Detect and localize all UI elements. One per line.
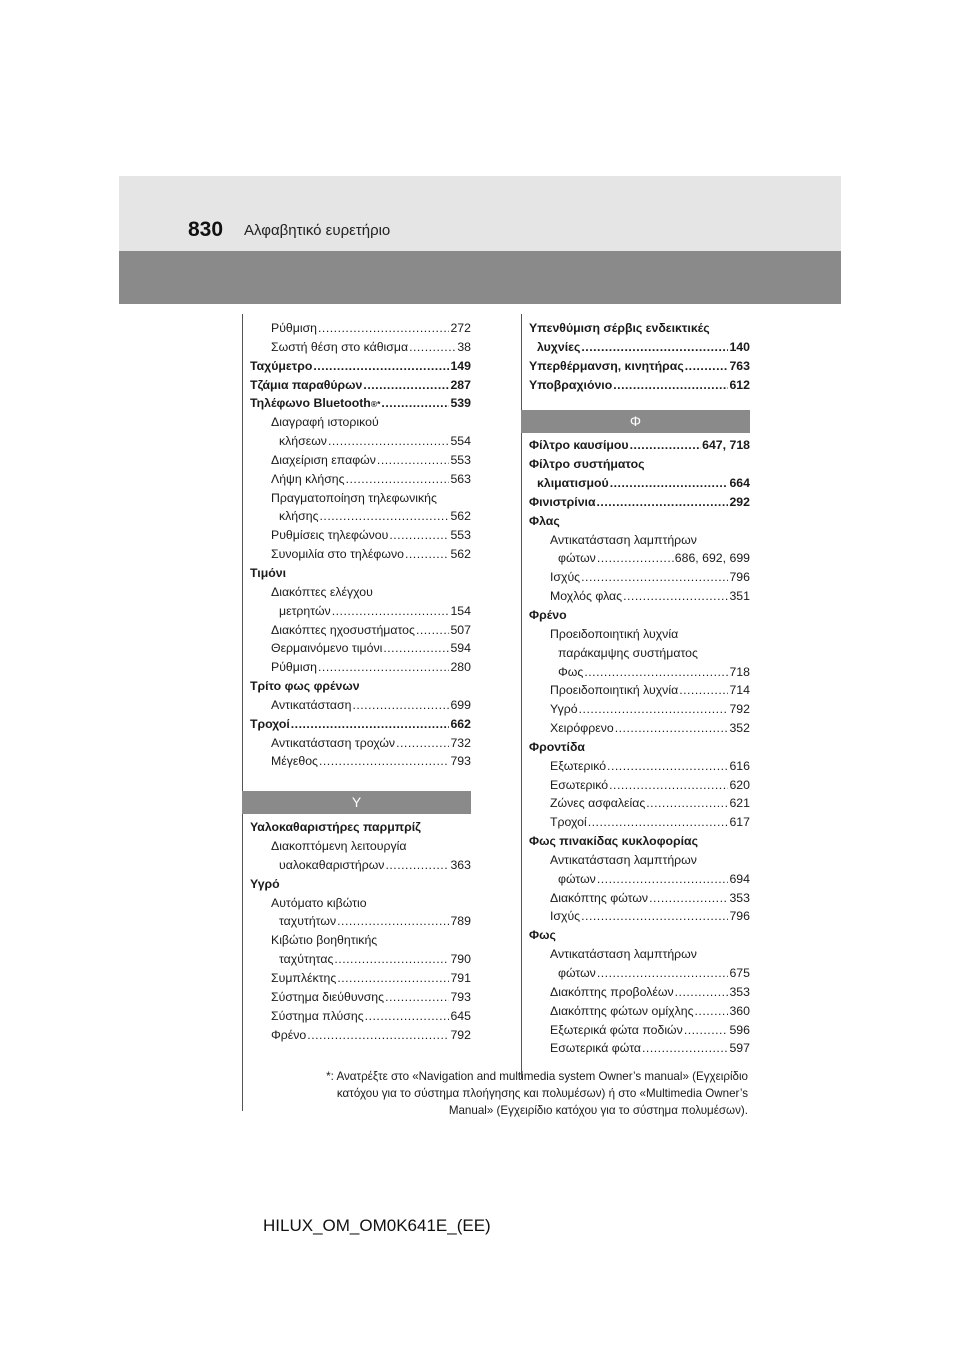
- index-entry-text: Φίλτρο συστήματος: [529, 457, 645, 472]
- dot-leader: [679, 681, 728, 700]
- index-entry-page: 140: [729, 339, 750, 354]
- dot-leader: [588, 813, 729, 832]
- index-entry: [529, 357, 750, 376]
- index-entry-page: 353: [729, 890, 750, 905]
- index-entry-text: Φλας: [529, 513, 560, 528]
- index-entry-text: Διακόπτης προβολέων: [550, 984, 674, 999]
- index-entry-page: 620: [729, 777, 750, 792]
- dot-leader: [610, 474, 729, 493]
- index-entry-page: 675: [729, 966, 750, 980]
- index-entry-page: 616: [729, 758, 750, 773]
- index-entry-page: 539: [450, 396, 471, 411]
- index-entry: [529, 926, 750, 945]
- index-entry: [529, 870, 750, 889]
- index-entry-text: Σωστή θέση στο κάθισμα: [271, 339, 409, 354]
- index-entry-page: 793: [450, 989, 471, 1004]
- footnote-line-3: Manual» (Εγχειρίδιο κατόχου για το σύστημα πολυμέσων).: [448, 1104, 748, 1117]
- index-column-right: [529, 319, 750, 1058]
- index-entry-page: 796: [729, 570, 750, 585]
- index-entry-text: Υποβραχιόνιο: [529, 377, 613, 392]
- index-entry-text: κλιματισμού: [537, 476, 609, 491]
- dot-leader: [385, 988, 449, 1007]
- index-entry-text: λυχνίες: [537, 339, 581, 354]
- index-entry: [529, 1021, 750, 1040]
- dot-leader: [318, 658, 449, 677]
- dot-leader: [646, 794, 728, 813]
- left-entries-bottom: [250, 818, 471, 1044]
- index-entry-text: Διακόπτες ηχοσυστήματος: [271, 622, 415, 637]
- index-entry-text: Ζώνες ασφαλείας: [550, 796, 646, 811]
- dot-leader: [597, 493, 729, 512]
- index-entry-page: 732: [450, 735, 471, 750]
- index-entry-page: 553: [450, 452, 471, 467]
- index-entry: [529, 889, 750, 908]
- index-entry-text: Ταχύμετρο: [250, 358, 313, 373]
- dot-leader: [597, 870, 729, 889]
- index-entry-page: 292: [729, 494, 750, 509]
- index-entry: [250, 432, 471, 451]
- dot-leader: [352, 696, 449, 715]
- index-entry: [529, 493, 750, 512]
- dot-leader: [377, 451, 450, 470]
- footnote-line-2: κατόχου για το σύστημα πλοήγησης και πολυμέσων) ή στο «Multimedia Owner’s: [336, 1087, 748, 1100]
- index-entry: [529, 832, 750, 851]
- index-entry-text: κλήσεων: [279, 434, 327, 449]
- index-entry-text: Υγρό: [550, 702, 578, 717]
- index-entry-page: 790: [450, 952, 471, 967]
- index-entry-page: 792: [729, 702, 750, 717]
- index-entry: Τηλέφωνο Bluetooth ®* ..... 539: [250, 394, 471, 413]
- dot-leader: [684, 1021, 729, 1040]
- index-entry: [250, 969, 471, 988]
- index-entry-text: Τρίτο φως φρένων: [250, 679, 360, 694]
- index-column-left: [250, 319, 471, 1044]
- index-entry-page: 645: [450, 1008, 471, 1023]
- index-entry: [529, 851, 750, 870]
- index-entry: [529, 794, 750, 813]
- index-entry-text: Υγρό: [250, 876, 280, 891]
- dot-leader: [396, 734, 449, 753]
- index-entry: [529, 945, 750, 964]
- index-entry-page: 789: [450, 914, 471, 929]
- dot-leader: [581, 907, 728, 926]
- index-entry-text: Πραγματοποίηση τηλεφωνικής: [271, 490, 437, 505]
- index-entry: [250, 912, 471, 931]
- index-entry: [529, 813, 750, 832]
- dot-leader: [363, 376, 449, 395]
- index-entry: [250, 1026, 471, 1045]
- index-entry-text: Θερμαινόμενο τιμόνι: [271, 641, 383, 656]
- index-entry: [250, 818, 471, 837]
- column-divider-left: [242, 314, 243, 1111]
- index-entry: [250, 875, 471, 894]
- index-entry-text: Μέγεθος: [271, 754, 318, 769]
- index-entry-page: 621: [729, 796, 750, 811]
- dot-leader: [365, 1007, 450, 1026]
- index-entry-text: Ισχύς: [550, 570, 581, 585]
- index-entry: [529, 644, 750, 663]
- index-entry-text: Διακόπτης φώτων ομίχλης: [550, 1003, 694, 1018]
- index-entry: [529, 700, 750, 719]
- dot-leader: [581, 338, 728, 357]
- dot-leader: [642, 1039, 728, 1058]
- dot-leader: [334, 950, 449, 969]
- index-entry: [529, 436, 750, 455]
- dot-leader: [609, 776, 728, 795]
- index-entry: [529, 1002, 750, 1021]
- index-entry-text: Ρύθμιση: [271, 321, 318, 335]
- index-entry: [529, 625, 750, 644]
- index-entry: [250, 338, 471, 357]
- index-entry-text: Φινιστρίνια: [529, 494, 596, 509]
- index-entry: [250, 639, 471, 658]
- index-entry: [250, 602, 471, 621]
- index-entry-text: Υαλοκαθαριστήρες παρμπρίζ: [250, 820, 421, 835]
- page-title: Αλφαβητικό ευρετήριο: [244, 222, 391, 239]
- index-entry-text: Φως: [558, 664, 584, 679]
- index-entry-page: 353: [729, 984, 750, 999]
- index-entry: [250, 470, 471, 489]
- index-entry-page: 792: [450, 1027, 471, 1042]
- index-entry-page: 563: [450, 471, 471, 486]
- index-entry-page: 694: [729, 871, 750, 886]
- index-entry-page: 617: [729, 815, 750, 830]
- index-entry: [250, 621, 471, 640]
- dot-leader: [337, 969, 449, 988]
- section-header-phi: Φ: [521, 410, 750, 433]
- index-entry: [529, 776, 750, 795]
- dot-leader: [685, 357, 729, 376]
- page-number: 830: [188, 218, 224, 241]
- dot-leader: [630, 436, 702, 455]
- index-entry-text: φώτων: [558, 966, 596, 980]
- index-entry: [529, 587, 750, 606]
- index-entry: [529, 531, 750, 550]
- dot-leader: [607, 757, 728, 776]
- index-entry-text: μετρητών: [279, 603, 331, 618]
- index-entry-text: Τηλέφωνο Bluetooth: [250, 396, 371, 411]
- index-entry-text: Συνομιλία στο τηλέφωνο: [271, 547, 404, 562]
- index-entry-text: Αντικατάσταση τροχών: [271, 735, 396, 750]
- index-entry: [529, 549, 750, 568]
- dot-leader: [319, 752, 450, 771]
- index-entry-text: Κιβώτιο βοηθητικής: [271, 933, 378, 948]
- index-entry-page: 360: [729, 1003, 750, 1018]
- index-entry-text: Φρένο: [271, 1027, 307, 1042]
- index-entry-page: 791: [450, 971, 471, 985]
- index-entry: [529, 474, 750, 493]
- right-entries-top: [529, 319, 750, 394]
- index-entry-text: Συμπλέκτης: [271, 971, 337, 985]
- dot-leader: [405, 545, 450, 564]
- index-entry-text: Ρυθμίσεις τηλεφώνου: [271, 528, 389, 543]
- index-entry-text: Τροχοί: [550, 815, 587, 830]
- index-entry-page: 686, 692, 699: [674, 551, 750, 566]
- index-entry-text: Εσωτερικό: [550, 777, 609, 792]
- dot-leader: [597, 964, 729, 983]
- index-entry-page: 796: [729, 909, 750, 924]
- index-entry: [250, 950, 471, 969]
- index-entry-text: Φροντίδα: [529, 739, 585, 754]
- index-entry-text: φώτων: [558, 871, 596, 886]
- index-entry: [529, 738, 750, 757]
- index-entry-page: 793: [450, 754, 471, 769]
- index-entry-page: 594: [450, 641, 471, 656]
- index-entry-text: Τιμόνι: [250, 565, 286, 580]
- dot-leader: [579, 700, 729, 719]
- index-entry-text: Σύστημα πλύσης: [271, 1008, 364, 1023]
- index-entry: [250, 894, 471, 913]
- right-entries-bottom: [529, 436, 750, 1058]
- index-entry-text: υαλοκαθαριστήρων: [279, 857, 385, 872]
- index-entry: [250, 489, 471, 508]
- index-entry-text: Ισχύς: [550, 909, 581, 924]
- dot-leader: [337, 912, 449, 931]
- index-entry-page: 280: [450, 660, 471, 675]
- index-entry-page: 562: [450, 547, 471, 562]
- index-entry-text: κλήσης: [279, 509, 319, 524]
- index-entry: [250, 357, 471, 376]
- index-entry-text: Εξωτερικό: [550, 758, 607, 773]
- dot-leader: [328, 432, 450, 451]
- index-entry: [529, 1039, 750, 1058]
- dot-leader: [584, 663, 728, 682]
- dot-leader: [389, 526, 449, 545]
- index-entry: [250, 526, 471, 545]
- index-entry-page: 562: [450, 509, 471, 524]
- dot-leader: [695, 1002, 729, 1021]
- index-entry-text: Υπενθύμιση σέρβις ενδεικτικές: [529, 321, 710, 335]
- index-entry-page: 38: [457, 339, 471, 354]
- index-entry-page: 763: [729, 358, 750, 373]
- index-entry-text: Φρένο: [529, 607, 567, 622]
- index-entry: [529, 663, 750, 682]
- index-entry-text: Φως: [529, 928, 556, 943]
- index-entry-text: Διακόπτης φώτων: [550, 890, 649, 905]
- index-entry-text: Διαγραφή ιστορικού: [271, 415, 379, 430]
- dot-leader: [307, 1026, 449, 1045]
- index-entry-page: 612: [729, 377, 750, 392]
- dot-leader: [615, 719, 729, 738]
- index-entry-text: Αντικατάσταση: [271, 697, 352, 712]
- index-entry: [529, 376, 750, 395]
- index-entry-page: 351: [729, 589, 750, 604]
- dot-leader: [623, 587, 728, 606]
- index-entry-text: Τροχοί: [250, 716, 290, 731]
- index-entry-page: 154: [450, 603, 471, 618]
- index-entry-text: Υπερθέρμανση, κινητήρας: [529, 358, 684, 373]
- index-entry: [529, 319, 750, 338]
- index-entry-page: 553: [450, 528, 471, 543]
- dot-leader: [381, 394, 449, 413]
- header-band: [119, 251, 841, 304]
- index-entry-text: Μοχλός φλας: [550, 589, 623, 604]
- index-entry-text: Διαχείριση επαφών: [271, 452, 376, 467]
- index-entry: [250, 564, 471, 583]
- left-entries-top: [250, 319, 471, 771]
- document-code: HILUX_OM_OM0K641E_(EE): [263, 1216, 491, 1235]
- index-entry-text: Λήψη κλήσης: [271, 471, 345, 486]
- index-entry-page: 507: [450, 622, 471, 637]
- index-entry: [250, 988, 471, 1007]
- dot-leader: [383, 639, 449, 658]
- dot-leader: [332, 602, 450, 621]
- index-entry: [529, 455, 750, 474]
- index-entry-text: Αντικατάσταση λαμπτήρων: [550, 532, 697, 547]
- index-entry: [250, 677, 471, 696]
- index-entry-page: 287: [450, 377, 471, 392]
- dot-leader: [613, 376, 728, 395]
- header-background: [119, 176, 841, 251]
- index-entry-text: Προειδοποιητική λυχνία: [550, 626, 679, 641]
- index-entry: [529, 907, 750, 926]
- index-entry-text: Αντικατάσταση λαμπτήρων: [550, 947, 697, 962]
- index-entry: [250, 583, 471, 602]
- index-entry: [250, 1007, 471, 1026]
- index-entry-text: Προειδοποιητική λυχνία: [550, 683, 679, 698]
- index-entry: [250, 856, 471, 875]
- index-entry: [529, 606, 750, 625]
- index-entry: [529, 512, 750, 531]
- index-entry: [529, 719, 750, 738]
- index-entry-text: Εξωτερικά φώτα ποδιών: [550, 1022, 683, 1037]
- index-entry: [250, 545, 471, 564]
- index-entry: [529, 757, 750, 776]
- index-entry: [529, 681, 750, 700]
- dot-leader: [409, 338, 456, 357]
- index-entry-text: ταχύτητας: [279, 952, 334, 967]
- index-entry-text: Φως πινακίδας κυκλοφορίας: [529, 834, 698, 849]
- index-entry-text: Σύστημα διεύθυνσης: [271, 989, 385, 1004]
- index-entry-page: 554: [450, 434, 471, 449]
- index-entry: [529, 568, 750, 587]
- index-entry: [250, 715, 471, 734]
- index-entry-text: φώτων: [558, 551, 596, 566]
- index-entry-page: 647, 718: [702, 438, 750, 453]
- index-entry-page: 664: [729, 476, 750, 491]
- index-entry-text: Τζάμια παραθύρων: [250, 377, 363, 392]
- index-entry-page: 699: [450, 697, 471, 712]
- index-entry: [529, 964, 750, 983]
- index-entry: [250, 931, 471, 950]
- index-entry-page: 714: [729, 683, 750, 698]
- index-entry-text: Αντικατάσταση λαμπτήρων: [550, 852, 697, 867]
- index-entry-text: Εσωτερικά φώτα: [550, 1041, 642, 1056]
- index-entry: [250, 451, 471, 470]
- index-entry-text: Φίλτρο καυσίμου: [529, 438, 629, 453]
- dot-leader: [597, 549, 674, 568]
- index-entry-page: 662: [450, 716, 471, 731]
- dot-leader: [291, 715, 450, 734]
- dot-leader: [649, 889, 728, 908]
- index-entry-page: 272: [450, 321, 471, 335]
- index-entry: [250, 658, 471, 677]
- index-entry-text: Χειρόφρενο: [550, 721, 614, 736]
- index-entry: [250, 752, 471, 771]
- index-entry: [250, 413, 471, 432]
- index-entry-page: 596: [729, 1022, 750, 1037]
- dot-leader: [346, 470, 450, 489]
- index-entry-text: Διακόπτες ελέγχου: [271, 584, 373, 599]
- index-entry: [250, 696, 471, 715]
- index-entry-page: 597: [729, 1041, 750, 1056]
- dot-leader: [416, 621, 450, 640]
- index-entry: [250, 734, 471, 753]
- dot-leader: [675, 983, 729, 1002]
- index-entry-page: 149: [450, 358, 471, 373]
- index-entry: [250, 319, 471, 338]
- index-entry: [529, 983, 750, 1002]
- index-entry-text: ταχυτήτων: [279, 914, 337, 929]
- footnote-line-1: *: Ανατρέξτε στο «Navigation and multimedia system Owner’s manual» (Εγχειρίδιο: [326, 1070, 748, 1083]
- index-entry: [529, 338, 750, 357]
- dot-leader: [385, 856, 449, 875]
- dot-leader: [581, 568, 728, 587]
- index-entry: [250, 376, 471, 395]
- dot-leader: [313, 357, 449, 376]
- dot-leader: [318, 319, 449, 338]
- index-entry-text: παράκαμψης συστήματος: [558, 645, 698, 660]
- index-entry-text: Αυτόματο κιβώτιο: [271, 895, 367, 910]
- index-entry-text: Ρύθμιση: [271, 660, 318, 675]
- dot-leader: [320, 507, 450, 526]
- index-entry-text: Διακοπτόμενη λειτουργία: [271, 839, 407, 854]
- index-entry-page: 363: [450, 857, 471, 872]
- footnote: [250, 1068, 748, 1119]
- section-header-upsilon: Υ: [242, 791, 471, 814]
- index-entry: [250, 507, 471, 526]
- index-entry-page: 718: [729, 664, 750, 679]
- index-entry-page: 352: [729, 721, 750, 736]
- index-entry: [250, 837, 471, 856]
